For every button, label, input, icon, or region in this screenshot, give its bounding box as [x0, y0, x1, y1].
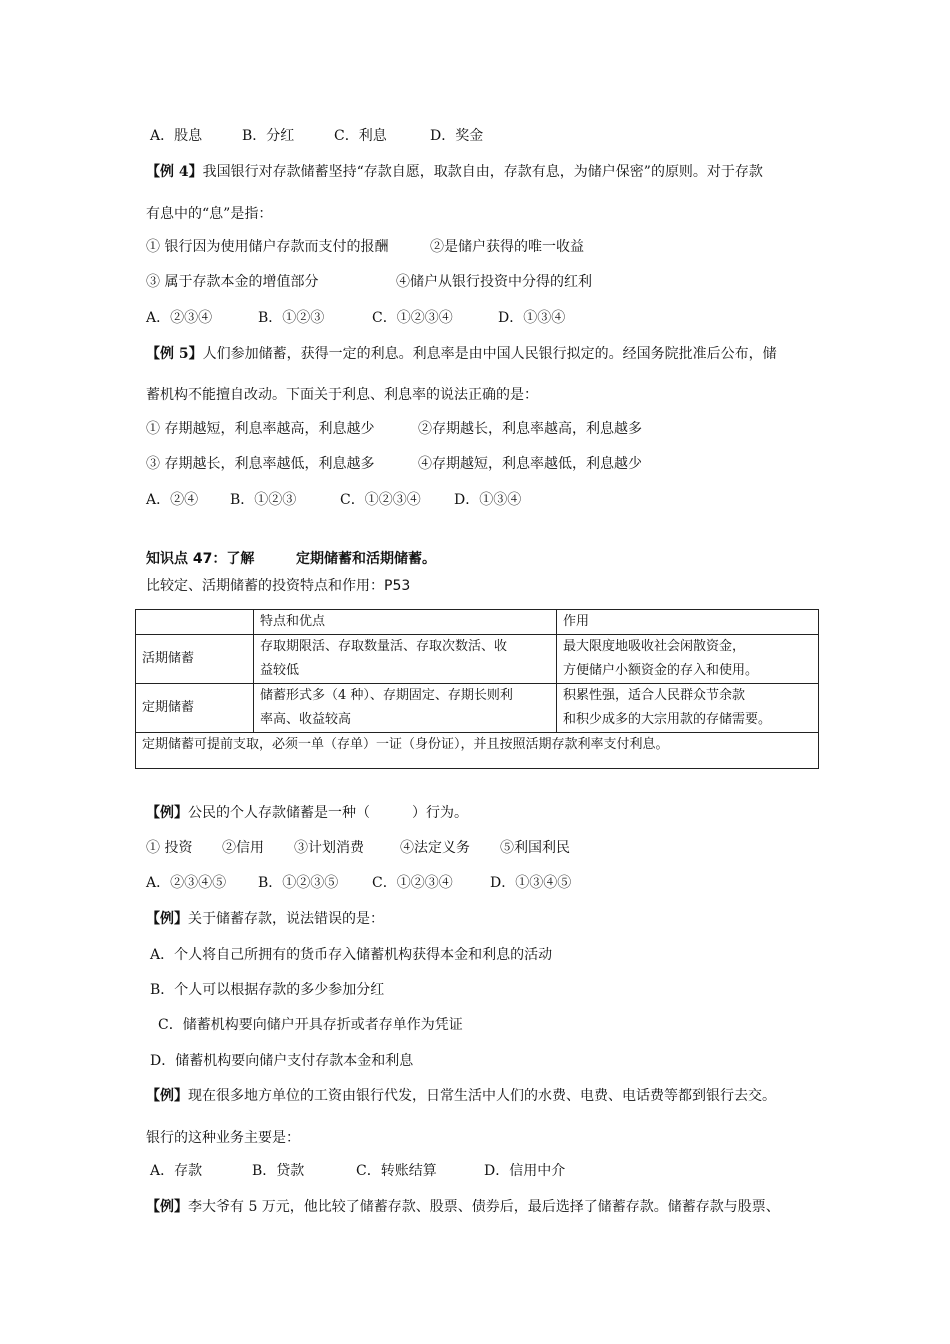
- example-c-line2: 银行的这种业务主要是：: [146, 1130, 300, 1146]
- cell-line: 储蓄形式多（4 种）、存期固定、存期长则利: [260, 688, 513, 703]
- example-5-line2: 蓄机构不能擅自改动。下面关于利息、利息率的说法正确的是：: [146, 387, 538, 403]
- option-a: A．②③④⑤: [146, 875, 227, 891]
- table-note-row: [136, 733, 819, 769]
- knowledge-point-heading: [146, 550, 436, 568]
- cell-line: 率高、收益较高: [260, 712, 352, 727]
- example-b-option-d: D．储蓄机构要向储户支付存款本金和利息: [150, 1053, 414, 1069]
- option-c: C．利息: [334, 128, 387, 144]
- cell-line: 积累性强，适合人民群众节余款: [563, 688, 746, 703]
- table-header-cell: 作用: [557, 610, 819, 635]
- option-c: C．转账结算: [356, 1163, 437, 1179]
- features-cell: [254, 684, 557, 733]
- example-text: 公民的个人存款储蓄是一种（ ）行为。: [188, 805, 468, 821]
- option-b: B．①②③: [258, 310, 325, 326]
- table-header-cell: [136, 610, 254, 635]
- option-a: A．②④: [146, 492, 199, 508]
- choice-item: ④法定义务: [400, 840, 470, 856]
- example-4-line1: [146, 163, 763, 181]
- heading-label: 知识点 47：了解: [146, 551, 255, 567]
- example-b-option-a: A．个人将自己所拥有的货币存入储蓄机构获得本金和利息的活动: [150, 947, 553, 963]
- option-c: C．①②③④: [372, 310, 453, 326]
- knowledge-point-subheading: 比较定、活期储蓄的投资特点和作用：P53: [146, 578, 411, 594]
- example-a-items: [146, 839, 570, 857]
- savings-comparison-table: [135, 609, 819, 769]
- table-note: 定期储蓄可提前支取，必须一单（存单）一证（身份证），并且按照活期存款利率支付利息。: [136, 733, 819, 769]
- option-c: C．①②③④: [372, 875, 453, 891]
- example-5-items-row2: [146, 455, 642, 473]
- example-text: 我国银行对存款储蓄坚持“存款自愿，取款自由，存款有息，为储户保密”的原则。对于存款: [202, 164, 763, 180]
- option-d: D．①③④: [498, 310, 566, 326]
- choice-item: ④储户从银行投资中分得的红利: [396, 274, 592, 290]
- choice-item: ④存期越短，利息率越低，利息越少: [418, 456, 642, 472]
- example-4-items-row1: [146, 238, 584, 256]
- option-d: D．①③④: [454, 492, 522, 508]
- table-row: [136, 684, 819, 733]
- choice-item: ②是储户获得的唯一收益: [430, 239, 584, 255]
- example-5-line1: [146, 345, 777, 363]
- choice-item: ②存期越长，利息率越高，利息越多: [418, 421, 642, 437]
- example-4-items-row2: [146, 273, 592, 291]
- choice-item: ③ 属于存款本金的增值部分: [146, 274, 319, 290]
- choice-item: ① 银行因为使用储户存款而支付的报酬: [146, 239, 389, 255]
- cell-line: 存取期限活、存取数量活、存取次数活、收: [260, 639, 508, 654]
- row-name-cell: 活期储蓄: [136, 635, 254, 684]
- option-a: A．②③④: [146, 310, 213, 326]
- option-d: D．奖金: [430, 128, 484, 144]
- example-c-options: [150, 1162, 565, 1180]
- example-a-options: [146, 874, 571, 892]
- table-header-row: [136, 610, 819, 635]
- cell-line: 和积少成多的大宗用款的存储需要。: [563, 712, 772, 727]
- option-b: B．①②③: [230, 492, 297, 508]
- function-cell: [557, 635, 819, 684]
- choice-item: ① 投资: [146, 840, 193, 856]
- example-4-line2: 有息中的“息”是指：: [146, 206, 273, 222]
- top-options: [150, 127, 483, 145]
- heading-topic: 定期储蓄和活期储蓄。: [296, 551, 436, 567]
- example-tag: 【例 4】: [146, 164, 203, 180]
- features-cell: [254, 635, 557, 684]
- example-text: 现在很多地方单位的工资由银行代发，日常生活中人们的水费、电费、电话费等都到银行去交。: [188, 1088, 776, 1104]
- option-b: B．分红: [242, 128, 295, 144]
- example-4-options: [146, 309, 565, 327]
- example-5-options: [146, 491, 521, 509]
- example-tag: 【例 5】: [146, 346, 203, 362]
- option-a: A．股息: [150, 128, 203, 144]
- row-name-cell: 定期储蓄: [136, 684, 254, 733]
- example-5-items-row1: [146, 420, 642, 438]
- option-b: B．①②③⑤: [258, 875, 339, 891]
- example-text: 李大爷有 5 万元，他比较了储蓄存款、股票、债券后，最后选择了储蓄存款。储蓄存款与股票、: [188, 1199, 780, 1215]
- example-d-line1: [146, 1198, 780, 1216]
- example-tag: 【例】: [146, 1088, 188, 1104]
- cell-line: 方便储户小额资金的存入和使用。: [563, 663, 759, 678]
- table-row: [136, 635, 819, 684]
- cell-line: 最大限度地吸收社会闲散资金，: [563, 639, 746, 654]
- example-a-line: [146, 804, 468, 822]
- choice-item: ②信用: [222, 840, 264, 856]
- example-b-line: [146, 910, 384, 928]
- option-c: C．①②③④: [340, 492, 421, 508]
- example-text: 关于储蓄存款，说法错误的是：: [188, 911, 384, 927]
- option-d: D．①③④⑤: [490, 875, 572, 891]
- option-d: D．信用中介: [484, 1163, 566, 1179]
- choice-item: ③ 存期越长，利息率越低，利息越多: [146, 456, 375, 472]
- cell-line: 益较低: [260, 663, 300, 678]
- option-a: A．存款: [150, 1163, 203, 1179]
- example-tag: 【例】: [146, 1199, 188, 1215]
- example-b-option-b: B．个人可以根据存款的多少参加分红: [150, 982, 385, 998]
- example-c-line1: [146, 1087, 776, 1105]
- example-text: 人们参加储蓄，获得一定的利息。利息率是由中国人民银行拟定的。经国务院批准后公布，储: [202, 346, 777, 362]
- example-tag: 【例】: [146, 805, 188, 821]
- choice-item: ③计划消费: [294, 840, 364, 856]
- example-tag: 【例】: [146, 911, 188, 927]
- example-b-option-c: C．储蓄机构要向储户开具存折或者存单作为凭证: [158, 1017, 463, 1033]
- function-cell: [557, 684, 819, 733]
- choice-item: ⑤利国利民: [500, 840, 570, 856]
- choice-item: ① 存期越短，利息率越高，利息越少: [146, 421, 375, 437]
- option-b: B．贷款: [252, 1163, 305, 1179]
- table-header-cell: 特点和优点: [254, 610, 557, 635]
